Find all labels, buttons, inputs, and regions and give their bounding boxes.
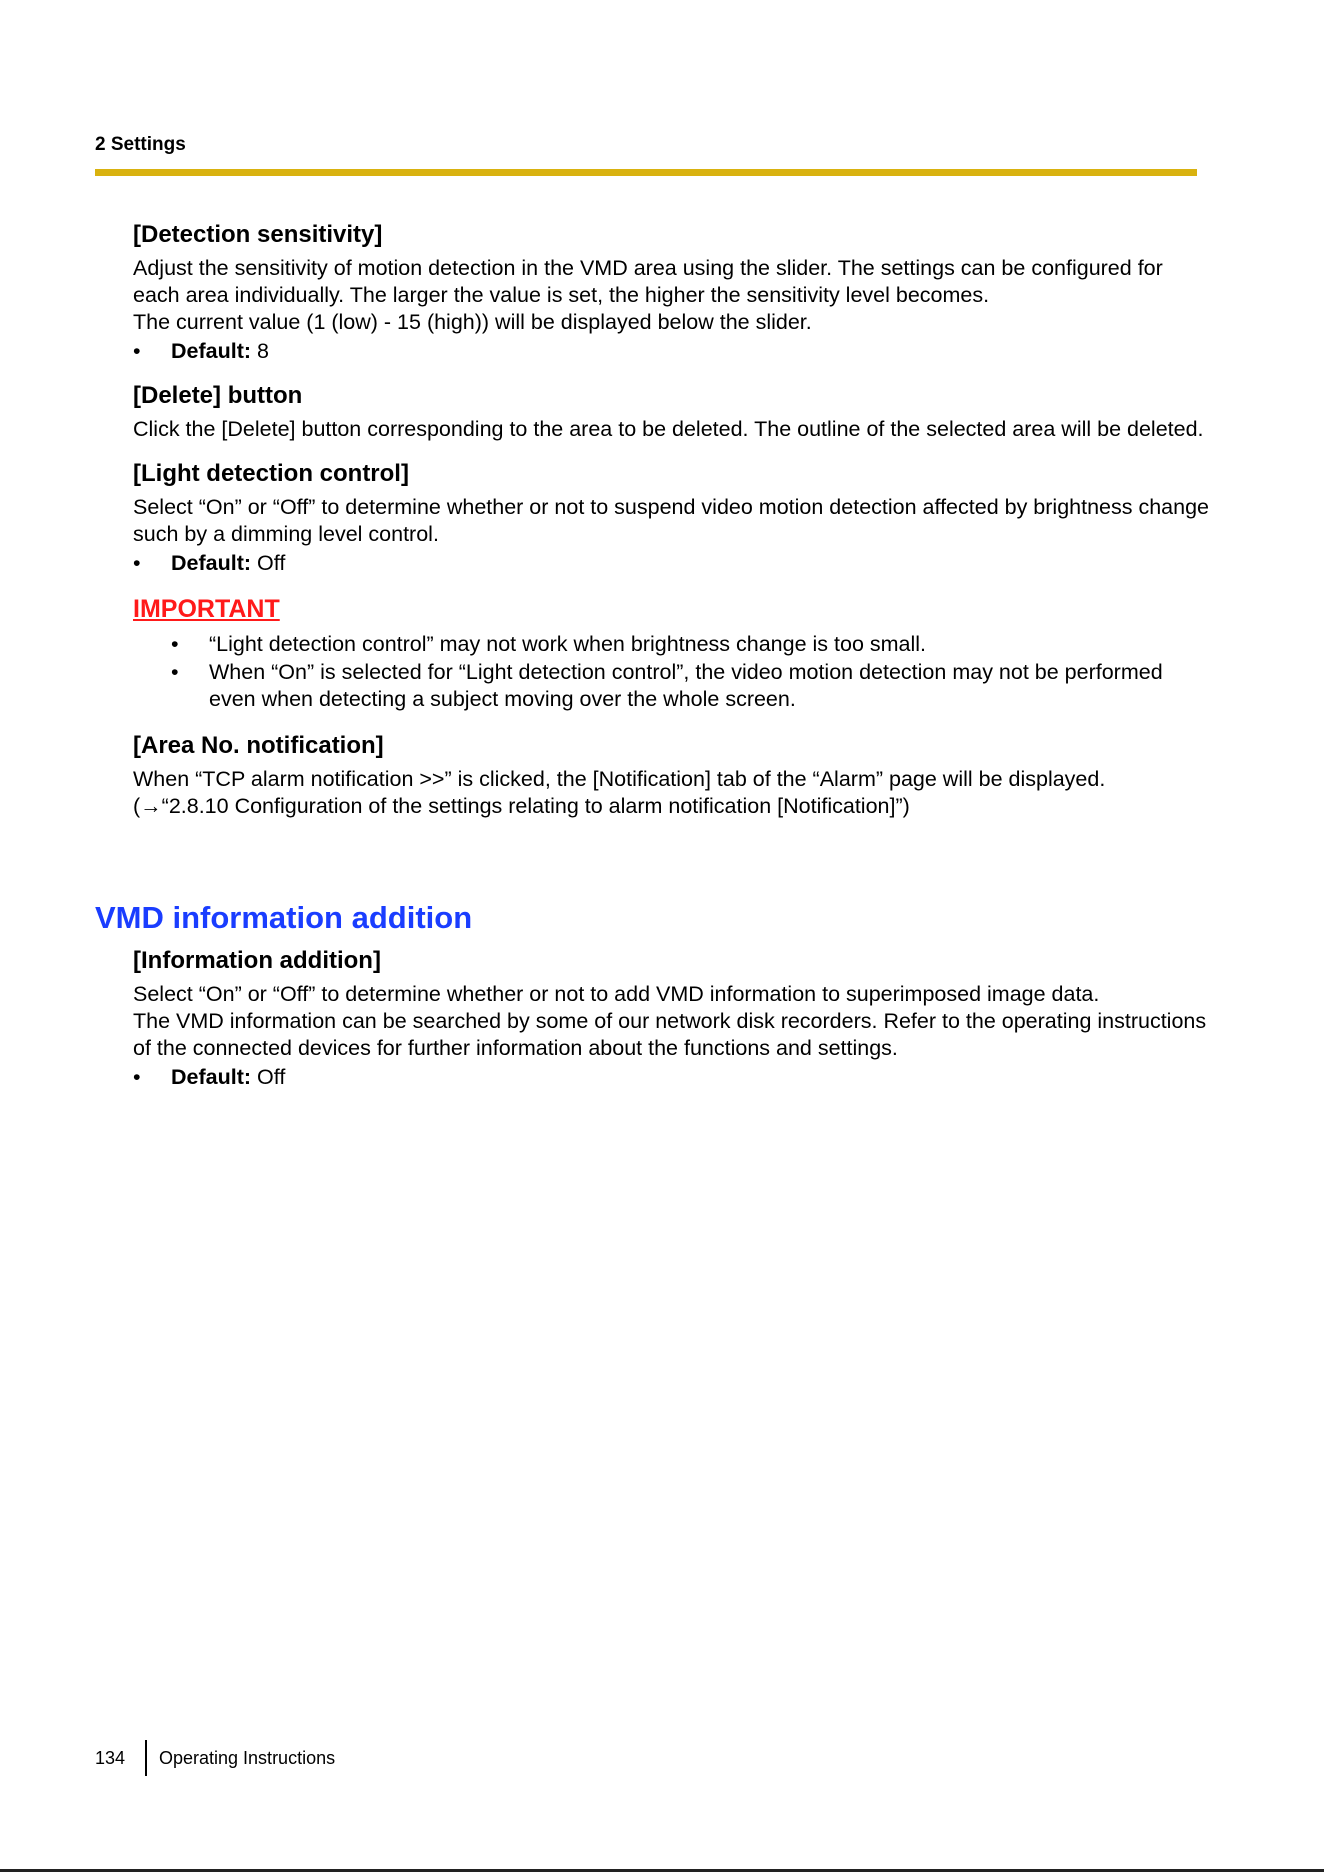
important-text: When “On” is selected for “Light detection control”, the video motion detection may not be performed even when detecting a subject moving over the whole screen. [209, 660, 1163, 711]
section-area-notification [133, 731, 1213, 820]
default-value: 8 [251, 339, 269, 363]
section-delete-button [133, 381, 1213, 443]
default-item [133, 1064, 1213, 1091]
section-heading: [Information addition] [133, 947, 381, 974]
body-text: The VMD information can be searched by some of our network disk recorders. Refer to the operating instructions of the connected devices for further information about the functions and settings. [133, 1009, 1207, 1060]
default-item [133, 338, 1213, 365]
footer-doc-title: Operating Instructions [159, 1747, 336, 1768]
bullet-icon: • [171, 660, 179, 684]
section-heading: [Detection sensitivity] [133, 221, 383, 248]
body-text: Adjust the sensitivity of motion detection in the VMD area using the slider. The settings can be configured for each area individually. The larger the value is set, the higher the sensitivity level becomes. [133, 256, 1163, 307]
body-text: Click the [Delete] button corresponding to the area to be deleted. The outline of the selected area will be deleted. [133, 417, 1204, 441]
important-text: “Light detection control” may not work when brightness change is too small. [209, 632, 927, 656]
default-label: Default: [171, 339, 252, 363]
page-footer [95, 1740, 335, 1776]
default-label: Default: [171, 1065, 252, 1089]
important-item [171, 659, 1213, 713]
bullet-icon: • [133, 1065, 141, 1089]
important-item [171, 631, 1213, 658]
section-heading: [Area No. notification] [133, 732, 384, 759]
body-text: Select “On” or “Off” to determine whether or not to add VMD information to superimposed image data. [133, 982, 1100, 1006]
bullet-icon: • [133, 339, 141, 363]
body-text: Select “On” or “Off” to determine whether or not to suspend video motion detection affected by brightness change such by a dimming level control. [133, 495, 1210, 546]
default-label: Default: [171, 551, 252, 575]
chapter-title: 2 Settings [95, 134, 186, 155]
section-light-detection [133, 459, 1213, 577]
important-heading: IMPORTANT [133, 595, 280, 623]
default-item [133, 550, 1213, 577]
section-heading: [Delete] button [133, 382, 303, 409]
page-number: 134 [95, 1747, 126, 1768]
default-value: Off [251, 1065, 286, 1089]
section-detection-sensitivity [133, 220, 1213, 365]
important-list [171, 631, 1213, 713]
vmd-section-title: VMD information addition [95, 900, 473, 935]
body-text: The current value (1 (low) - 15 (high)) will be displayed below the slider. [133, 310, 812, 334]
section-heading: [Light detection control] [133, 460, 409, 487]
cross-reference-link[interactable]: (→“2.8.10 Configuration of the settings relating to alarm notification [Notification]”) [133, 794, 910, 818]
vmd-content [133, 946, 1213, 1091]
main-content [133, 220, 1213, 836]
footer-divider [145, 1740, 147, 1776]
header-rule [95, 169, 1197, 176]
bullet-icon: • [171, 632, 179, 656]
body-text: When “TCP alarm notification >>” is clicked, the [Notification] tab of the “Alarm” page will be displayed. [133, 767, 1106, 791]
default-value: Off [251, 551, 286, 575]
bullet-icon: • [133, 551, 141, 575]
